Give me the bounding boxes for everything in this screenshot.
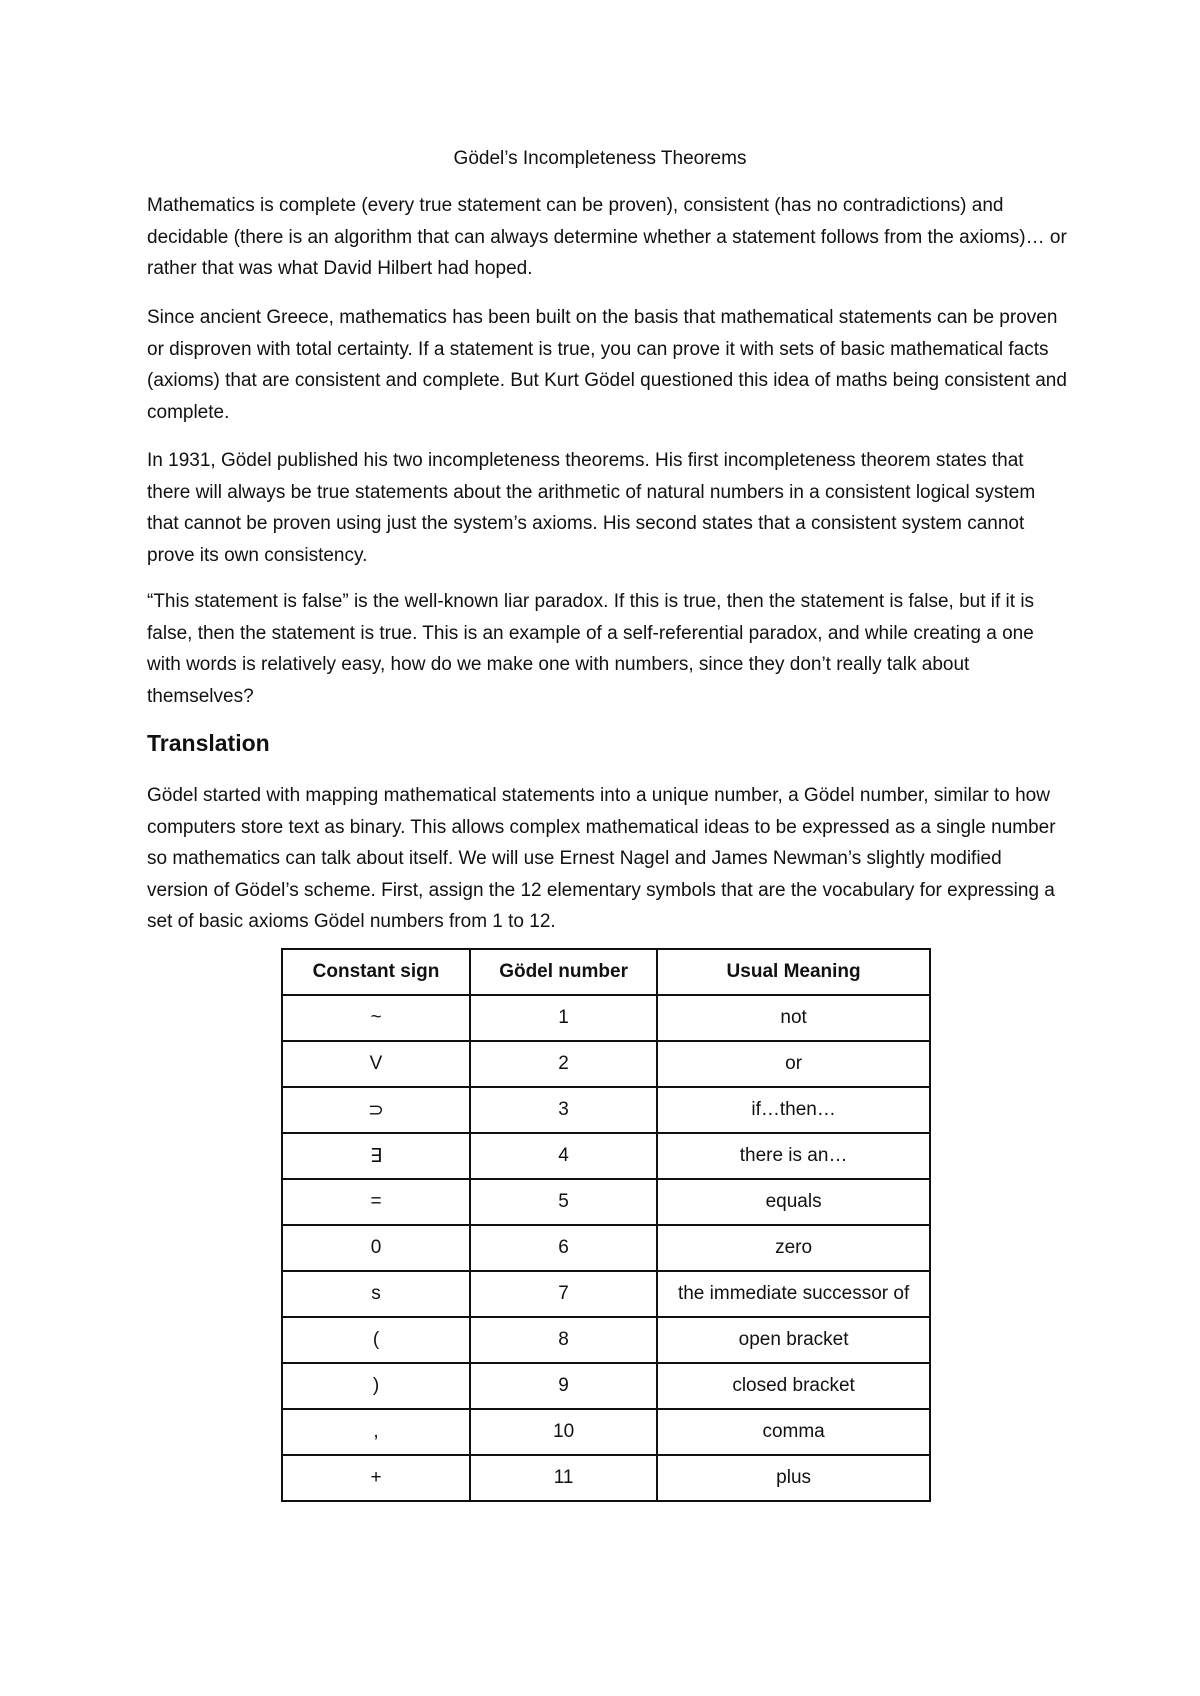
cell-usual-meaning: closed bracket: [657, 1363, 930, 1409]
section-heading-translation: Translation: [147, 730, 270, 756]
table-row: [282, 1041, 930, 1087]
table-row: [282, 1225, 930, 1271]
cell-usual-meaning: zero: [657, 1225, 930, 1271]
table-row: [282, 1317, 930, 1363]
cell-godel-number: 5: [470, 1179, 657, 1225]
cell-usual-meaning: open bracket: [657, 1317, 930, 1363]
table-row: [282, 995, 930, 1041]
cell-constant-sign: ~: [282, 995, 470, 1041]
paragraph-ancient-greece: Since ancient Greece, mathematics has been built on the basis that mathematical statements can be proven or disproven with total certainty. If a statement is true, you can prove it with sets of basic mathematical facts (axioms) that are consistent and complete. But Kurt Gödel questioned this idea of maths being consistent and complete.: [147, 307, 1067, 423]
cell-constant-sign: ): [282, 1363, 470, 1409]
table-row: [282, 1455, 930, 1501]
table-row: [282, 1179, 930, 1225]
cell-godel-number: 8: [470, 1317, 657, 1363]
cell-constant-sign: ∃: [282, 1133, 470, 1179]
paragraph-translation: Gödel started with mapping mathematical statements into a unique number, a Gödel number, similar to how computers store text as binary. This allows complex mathematical ideas to be expressed as a single number so mathematics can talk about itself. We will use Ernest Nagel and James Newman’s slightly modified version of Gödel’s scheme. First, assign the 12 elementary symbols that are the vocabulary for expressing a set of basic axioms Gödel numbers from 1 to 12.: [147, 785, 1056, 932]
cell-constant-sign: (: [282, 1317, 470, 1363]
cell-constant-sign: =: [282, 1179, 470, 1225]
cell-godel-number: 7: [470, 1271, 657, 1317]
document-title: Gödel’s Incompleteness Theorems: [453, 148, 747, 169]
header-godel-number: Gödel number: [470, 949, 657, 995]
cell-constant-sign: 0: [282, 1225, 470, 1271]
cell-constant-sign: +: [282, 1455, 470, 1501]
cell-constant-sign: ,: [282, 1409, 470, 1455]
cell-godel-number: 1: [470, 995, 657, 1041]
cell-godel-number: 9: [470, 1363, 657, 1409]
paragraph-intro: Mathematics is complete (every true statement can be proven), consistent (has no contradictions) and decidable (there is an algorithm that can always determine whether a statement follows from the axioms)… or rather that was what David Hilbert had hoped.: [147, 195, 1067, 279]
cell-constant-sign: V: [282, 1041, 470, 1087]
cell-usual-meaning: equals: [657, 1179, 930, 1225]
cell-godel-number: 4: [470, 1133, 657, 1179]
cell-usual-meaning: there is an…: [657, 1133, 930, 1179]
cell-usual-meaning: not: [657, 995, 930, 1041]
paragraph-theorems: In 1931, Gödel published his two incompleteness theorems. His first incompleteness theorem states that there will always be true statements about the arithmetic of natural numbers in a consistent logical system that cannot be proven using just the system’s axioms. His second states that a consistent system cannot prove its own consistency.: [147, 450, 1036, 566]
cell-constant-sign: s: [282, 1271, 470, 1317]
cell-godel-number: 11: [470, 1455, 657, 1501]
cell-usual-meaning: the immediate successor of: [657, 1271, 930, 1317]
cell-usual-meaning: comma: [657, 1409, 930, 1455]
cell-godel-number: 10: [470, 1409, 657, 1455]
paragraph-liar-paradox: “This statement is false” is the well-known liar paradox. If this is true, then the statement is false, but if it is false, then the statement is true. This is an example of a self-referential paradox, and while creating a one with words is relatively easy, how do we make one with numbers, since they don’t really talk about themselves?: [147, 591, 1035, 707]
cell-usual-meaning: plus: [657, 1455, 930, 1501]
table-row: [282, 1133, 930, 1179]
cell-godel-number: 6: [470, 1225, 657, 1271]
table-row: [282, 1271, 930, 1317]
godel-number-table: [281, 948, 931, 1502]
header-usual-meaning: Usual Meaning: [657, 949, 930, 995]
cell-usual-meaning: if…then…: [657, 1087, 930, 1133]
cell-godel-number: 3: [470, 1087, 657, 1133]
table-row: [282, 1363, 930, 1409]
header-constant-sign: Constant sign: [282, 949, 470, 995]
table-row: [282, 1087, 930, 1133]
table-row: [282, 1409, 930, 1455]
cell-constant-sign: ⊃: [282, 1087, 470, 1133]
table-header-row: [282, 949, 930, 995]
cell-godel-number: 2: [470, 1041, 657, 1087]
cell-usual-meaning: or: [657, 1041, 930, 1087]
